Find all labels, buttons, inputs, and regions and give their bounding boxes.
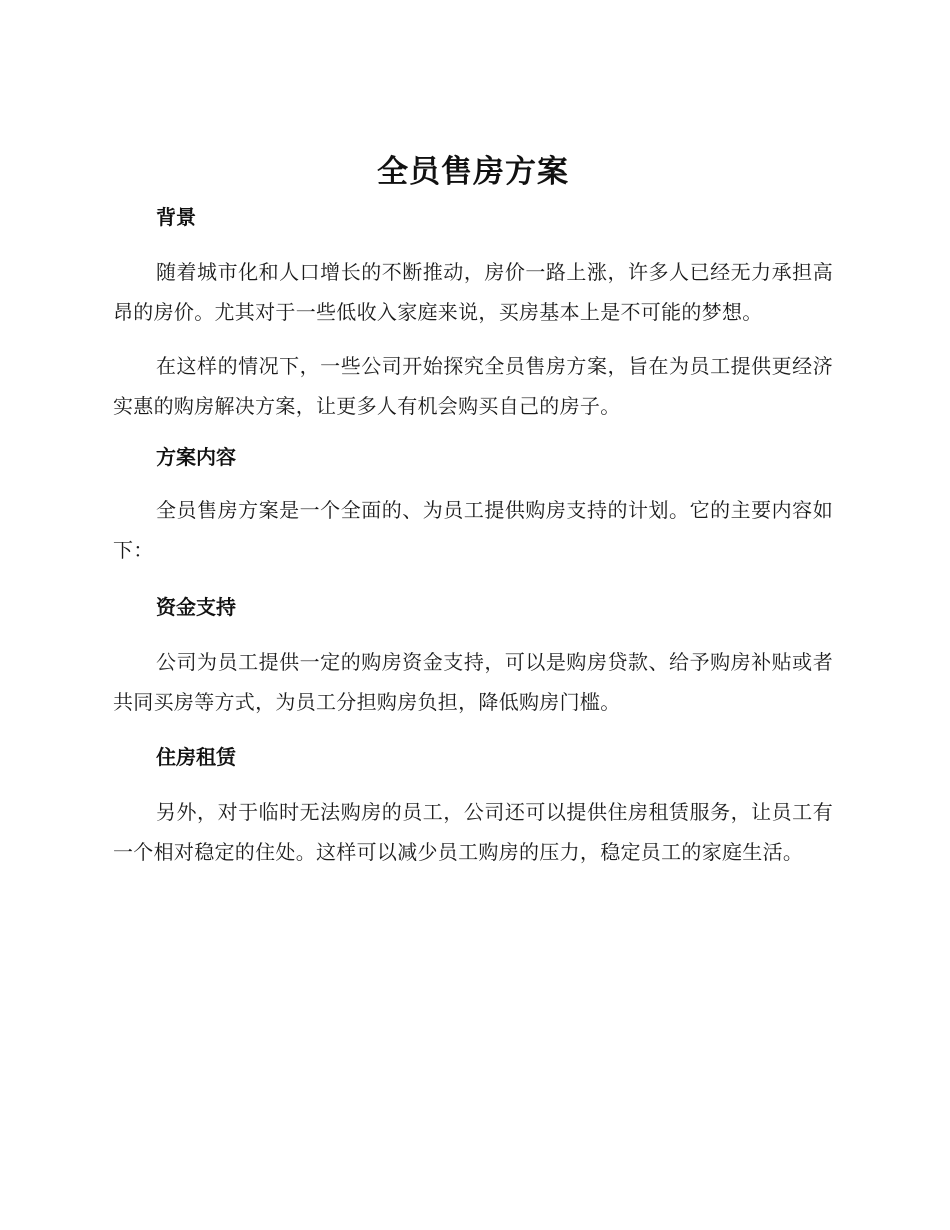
section-heading-plan-content: 方案内容 — [156, 445, 236, 469]
section-heading-funding-support: 资金支持 — [156, 595, 236, 619]
section-heading-background: 背景 — [156, 205, 196, 229]
paragraph-background-1: 随着城市化和人口增长的不断推动，房价一路上涨，许多人已经无力承担高昂的房价。尤其对于一些低收入家庭来说，买房基本上是不可能的梦想。 — [113, 260, 833, 324]
paragraph-background-2: 在这样的情况下，一些公司开始探究全员售房方案，旨在为员工提供更经济实惠的购房解决方案，让更多人有机会购买自己的房子。 — [113, 354, 833, 418]
section-heading-housing-rental: 住房租赁 — [156, 745, 236, 769]
paragraph-housing-rental: 另外，对于临时无法购房的员工，公司还可以提供住房租赁服务，让员工有一个相对稳定的住处。这样可以减少员工购房的压力，稳定员工的家庭生活。 — [113, 800, 833, 864]
paragraph-funding-support: 公司为员工提供一定的购房资金支持，可以是购房贷款、给予购房补贴或者共同买房等方式，为员工分担购房负担，降低购房门槛。 — [113, 650, 833, 714]
paragraph-plan-content: 全员售房方案是一个全面的、为员工提供购房支持的计划。它的主要内容如下： — [113, 498, 833, 562]
document-title: 全员售房方案 — [377, 154, 569, 190]
document-page — [113, 150, 833, 872]
